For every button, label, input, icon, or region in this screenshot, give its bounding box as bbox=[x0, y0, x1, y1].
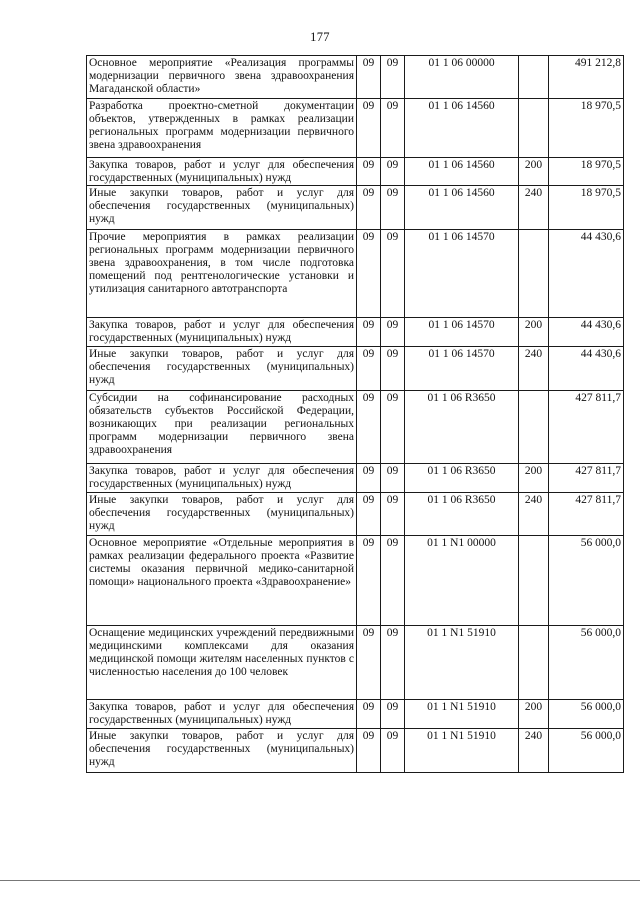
row-description: Основное мероприятие «Реализация программы модернизации первичного звена здравоохранения Магаданской области» bbox=[87, 56, 357, 99]
budget-table-body bbox=[87, 56, 624, 773]
expense-type-code: 200 bbox=[519, 700, 549, 729]
target-article-code: 01 1 N1 51910 bbox=[405, 729, 519, 773]
section-code: 09 bbox=[357, 493, 381, 536]
target-article-code: 01 1 06 14570 bbox=[405, 318, 519, 347]
subsection-code: 09 bbox=[381, 700, 405, 729]
row-description: Прочие мероприятия в рамках реализации региональных программ модернизации первичного звена здравоохранения, в том числе подготовка помещений под рентгенологические установки и утилизация санитарного автотранспорта bbox=[87, 230, 357, 318]
target-article-code: 01 1 N1 00000 bbox=[405, 536, 519, 626]
expense-type-code: 240 bbox=[519, 493, 549, 536]
subsection-code: 09 bbox=[381, 230, 405, 318]
table-row bbox=[87, 347, 624, 391]
subsection-code: 09 bbox=[381, 186, 405, 230]
row-description: Разработка проектно-сметной документации объектов, утвержденных в рамках реализации региональных программ модернизации первичного звена здравоохранения bbox=[87, 99, 357, 158]
amount: 427 811,7 bbox=[549, 464, 624, 493]
table-row bbox=[87, 99, 624, 158]
row-description: Оснащение медицинских учреждений передвижными медицинскими комплексами для оказания медицинской помощи жителям населенных пунктов с численностью населения до 100 человек bbox=[87, 626, 357, 700]
expense-type-code bbox=[519, 391, 549, 464]
target-article-code: 01 1 N1 51910 bbox=[405, 626, 519, 700]
subsection-code: 09 bbox=[381, 99, 405, 158]
row-description: Основное мероприятие «Отдельные мероприятия в рамках реализации федерального проекта «Развитие системы оказания первичной медико-санитарной помощи» национального проекта «Здравоохранение» bbox=[87, 536, 357, 626]
target-article-code: 01 1 06 R3650 bbox=[405, 493, 519, 536]
amount: 56 000,0 bbox=[549, 536, 624, 626]
expense-type-code bbox=[519, 56, 549, 99]
section-code: 09 bbox=[357, 347, 381, 391]
expense-type-code: 240 bbox=[519, 186, 549, 230]
target-article-code: 01 1 06 R3650 bbox=[405, 464, 519, 493]
table-row bbox=[87, 56, 624, 99]
row-description: Иные закупки товаров, работ и услуг для обеспечения государственных (муниципальных) нужд bbox=[87, 186, 357, 230]
row-description: Закупка товаров, работ и услуг для обеспечения государственных (муниципальных) нужд bbox=[87, 700, 357, 729]
expense-type-code bbox=[519, 626, 549, 700]
table-row bbox=[87, 318, 624, 347]
subsection-code: 09 bbox=[381, 626, 405, 700]
target-article-code: 01 1 06 R3650 bbox=[405, 391, 519, 464]
expense-type-code: 200 bbox=[519, 158, 549, 186]
subsection-code: 09 bbox=[381, 493, 405, 536]
expense-type-code: 200 bbox=[519, 464, 549, 493]
row-description: Иные закупки товаров, работ и услуг для обеспечения государственных (муниципальных) нужд bbox=[87, 347, 357, 391]
table-row bbox=[87, 464, 624, 493]
section-code: 09 bbox=[357, 230, 381, 318]
amount: 427 811,7 bbox=[549, 493, 624, 536]
target-article-code: 01 1 06 00000 bbox=[405, 56, 519, 99]
subsection-code: 09 bbox=[381, 158, 405, 186]
target-article-code: 01 1 06 14570 bbox=[405, 347, 519, 391]
section-code: 09 bbox=[357, 99, 381, 158]
section-code: 09 bbox=[357, 536, 381, 626]
section-code: 09 bbox=[357, 700, 381, 729]
row-description: Закупка товаров, работ и услуг для обеспечения государственных (муниципальных) нужд bbox=[87, 464, 357, 493]
amount: 44 430,6 bbox=[549, 318, 624, 347]
page-number: 177 bbox=[310, 30, 330, 44]
row-description: Субсидии на софинансирование расходных обязательств субъектов Российской Федерации, возникающих при реализации региональных программ модернизации первичного звена здравоохранения bbox=[87, 391, 357, 464]
table-row bbox=[87, 626, 624, 700]
section-code: 09 bbox=[357, 729, 381, 773]
amount: 44 430,6 bbox=[549, 347, 624, 391]
subsection-code: 09 bbox=[381, 391, 405, 464]
expense-type-code bbox=[519, 99, 549, 158]
row-description: Закупка товаров, работ и услуг для обеспечения государственных (муниципальных) нужд bbox=[87, 158, 357, 186]
amount: 56 000,0 bbox=[549, 729, 624, 773]
expense-type-code: 240 bbox=[519, 729, 549, 773]
row-description: Закупка товаров, работ и услуг для обеспечения государственных (муниципальных) нужд bbox=[87, 318, 357, 347]
target-article-code: 01 1 06 14570 bbox=[405, 230, 519, 318]
expense-type-code bbox=[519, 536, 549, 626]
table-row bbox=[87, 493, 624, 536]
row-description: Иные закупки товаров, работ и услуг для обеспечения государственных (муниципальных) нужд bbox=[87, 493, 357, 536]
expense-type-code: 240 bbox=[519, 347, 549, 391]
table-row bbox=[87, 186, 624, 230]
section-code: 09 bbox=[357, 626, 381, 700]
subsection-code: 09 bbox=[381, 464, 405, 493]
section-code: 09 bbox=[357, 56, 381, 99]
table-row bbox=[87, 230, 624, 318]
subsection-code: 09 bbox=[381, 536, 405, 626]
row-description: Иные закупки товаров, работ и услуг для обеспечения государственных (муниципальных) нужд bbox=[87, 729, 357, 773]
amount: 18 970,5 bbox=[549, 99, 624, 158]
section-code: 09 bbox=[357, 391, 381, 464]
amount: 491 212,8 bbox=[549, 56, 624, 99]
target-article-code: 01 1 06 14560 bbox=[405, 99, 519, 158]
amount: 18 970,5 bbox=[549, 158, 624, 186]
expense-type-code: 200 bbox=[519, 318, 549, 347]
table-row bbox=[87, 729, 624, 773]
subsection-code: 09 bbox=[381, 56, 405, 99]
section-code: 09 bbox=[357, 318, 381, 347]
budget-table bbox=[86, 55, 624, 773]
subsection-code: 09 bbox=[381, 729, 405, 773]
section-code: 09 bbox=[357, 186, 381, 230]
section-code: 09 bbox=[357, 464, 381, 493]
section-code: 09 bbox=[357, 158, 381, 186]
target-article-code: 01 1 06 14560 bbox=[405, 186, 519, 230]
subsection-code: 09 bbox=[381, 318, 405, 347]
amount: 427 811,7 bbox=[549, 391, 624, 464]
table-row bbox=[87, 391, 624, 464]
footer-divider bbox=[0, 880, 640, 881]
table-row bbox=[87, 158, 624, 186]
amount: 44 430,6 bbox=[549, 230, 624, 318]
table-row bbox=[87, 536, 624, 626]
amount: 56 000,0 bbox=[549, 700, 624, 729]
amount: 18 970,5 bbox=[549, 186, 624, 230]
target-article-code: 01 1 06 14560 bbox=[405, 158, 519, 186]
subsection-code: 09 bbox=[381, 347, 405, 391]
target-article-code: 01 1 N1 51910 bbox=[405, 700, 519, 729]
table-row bbox=[87, 700, 624, 729]
amount: 56 000,0 bbox=[549, 626, 624, 700]
expense-type-code bbox=[519, 230, 549, 318]
